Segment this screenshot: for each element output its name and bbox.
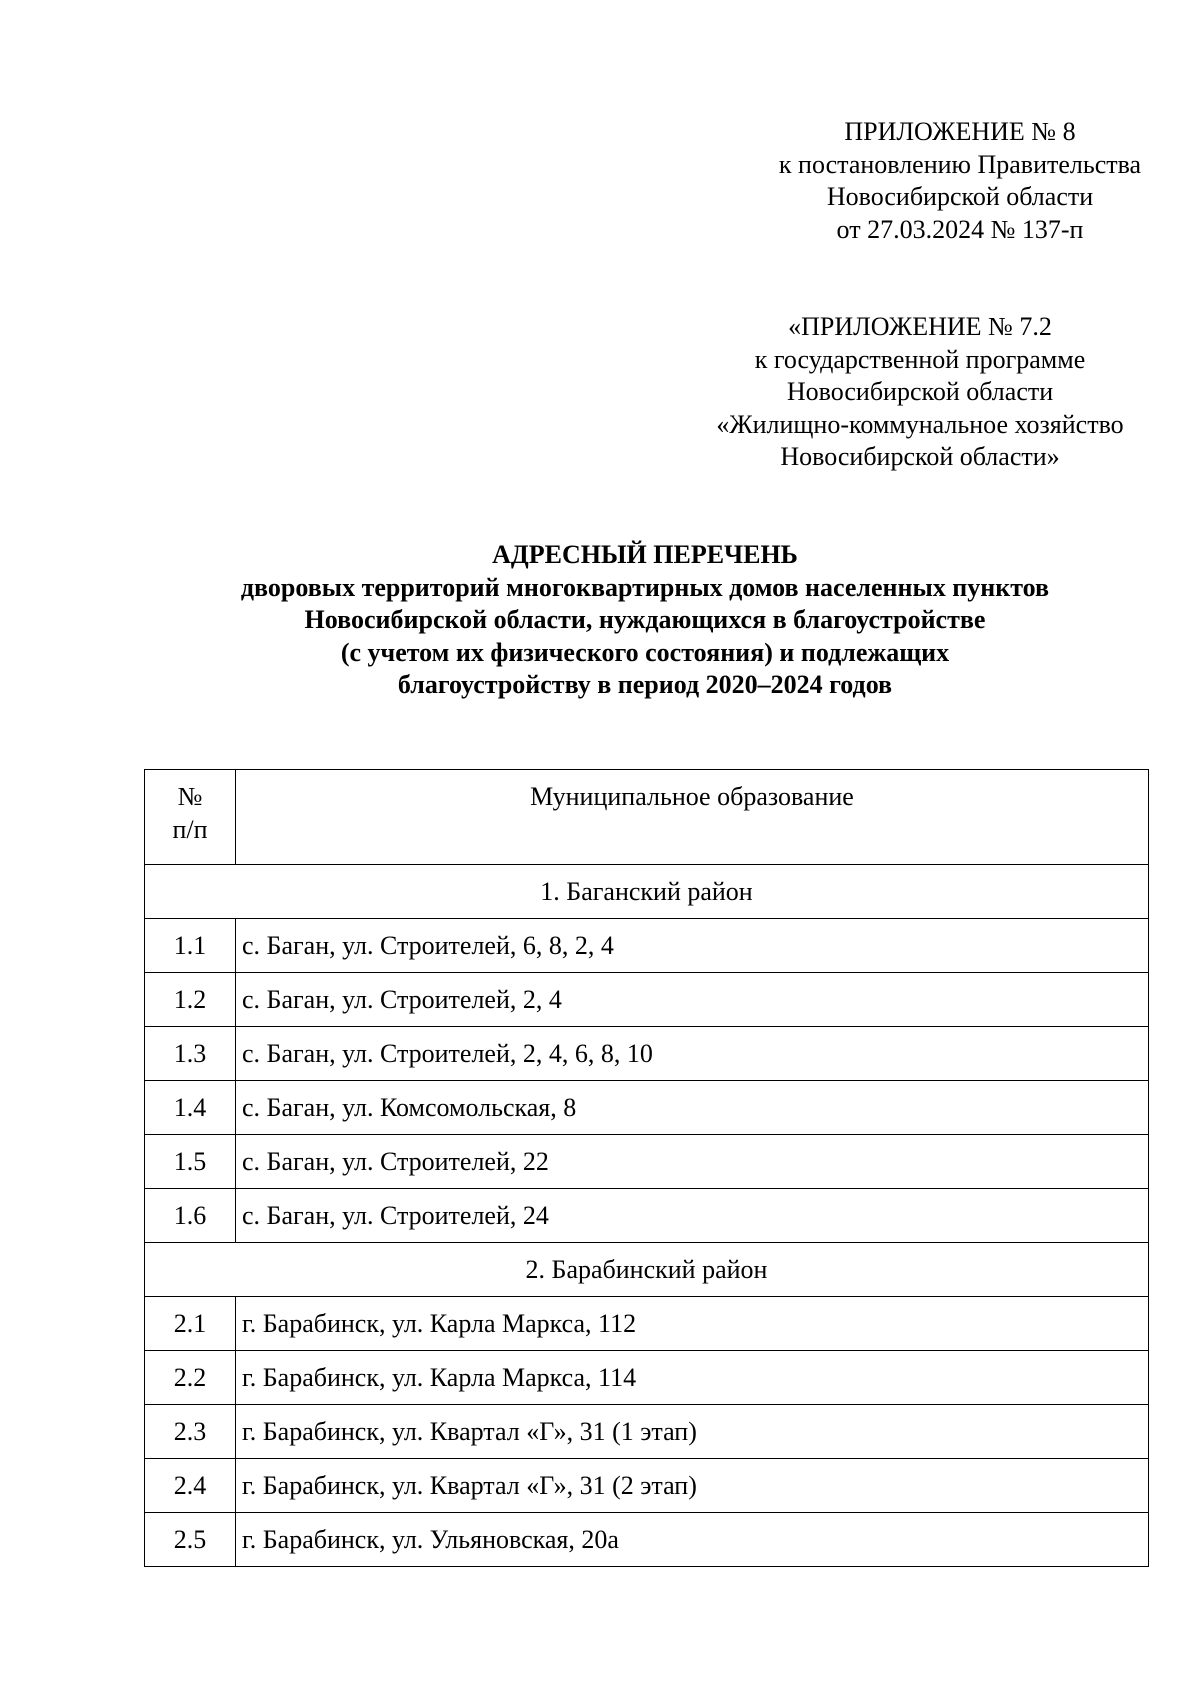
appendix-8-header bbox=[720, 116, 1200, 246]
document-title-line: благоустройству в период 2020–2024 годов bbox=[397, 670, 893, 699]
table-row bbox=[145, 1189, 1149, 1243]
table-row bbox=[145, 1513, 1149, 1567]
row-address: г. Барабинск, ул. Карла Маркса, 112 bbox=[236, 1297, 1149, 1351]
document-title-line: дворовых территорий многоквартирных домов населенных пунктов bbox=[240, 572, 1050, 602]
row-number: 1.1 bbox=[145, 919, 236, 973]
table-row bbox=[145, 973, 1149, 1027]
table-row bbox=[145, 1027, 1149, 1081]
appendix-7-2-line: к государственной программе bbox=[754, 344, 1086, 374]
row-number: 2.3 bbox=[145, 1405, 236, 1459]
appendix-8-line: к постановлению Правительства bbox=[778, 149, 1142, 179]
appendix-7-2-line: «Жилищно-коммунальное хозяйство bbox=[716, 409, 1124, 439]
row-number: 1.4 bbox=[145, 1081, 236, 1135]
document-title-line: Новосибирской области, нуждающихся в благоустройстве bbox=[304, 605, 986, 634]
appendix-8-line: от 27.03.2024 № 137-п bbox=[836, 214, 1084, 244]
appendix-7-2-header bbox=[660, 311, 1180, 474]
column-header-number-line2: п/п bbox=[172, 815, 208, 844]
table-header-row bbox=[145, 770, 1149, 865]
document-title bbox=[100, 539, 1190, 702]
row-number: 1.5 bbox=[145, 1135, 236, 1189]
table-row bbox=[145, 1405, 1149, 1459]
column-header-municipality: Муниципальное образование bbox=[236, 770, 1149, 865]
section-row bbox=[145, 1243, 1149, 1297]
row-address: с. Баган, ул. Строителей, 2, 4, 6, 8, 10 bbox=[236, 1027, 1149, 1081]
row-address: с. Баган, ул. Строителей, 6, 8, 2, 4 bbox=[236, 919, 1149, 973]
row-number: 1.6 bbox=[145, 1189, 236, 1243]
row-address: с. Баган, ул. Строителей, 2, 4 bbox=[236, 973, 1149, 1027]
row-number: 1.3 bbox=[145, 1027, 236, 1081]
row-address: г. Барабинск, ул. Квартал «Г», 31 (2 этап) bbox=[236, 1459, 1149, 1513]
table-body bbox=[145, 865, 1149, 1567]
section-title: 2. Барабинский район bbox=[145, 1243, 1149, 1297]
row-address: г. Барабинск, ул. Карла Маркса, 114 bbox=[236, 1351, 1149, 1405]
row-address: с. Баган, ул. Строителей, 24 bbox=[236, 1189, 1149, 1243]
row-address: г. Барабинск, ул. Квартал «Г», 31 (1 этап) bbox=[236, 1405, 1149, 1459]
row-number: 2.5 bbox=[145, 1513, 236, 1567]
row-number: 2.2 bbox=[145, 1351, 236, 1405]
table-row bbox=[145, 1135, 1149, 1189]
appendix-7-2-line: «ПРИЛОЖЕНИЕ № 7.2 bbox=[788, 312, 1052, 341]
table-row bbox=[145, 919, 1149, 973]
document-title-line: (с учетом их физического состояния) и подлежащих bbox=[340, 637, 950, 667]
appendix-7-2-line: Новосибирской области bbox=[786, 377, 1054, 406]
row-address: г. Барабинск, ул. Ульяновская, 20а bbox=[236, 1513, 1149, 1567]
row-address: с. Баган, ул. Строителей, 22 bbox=[236, 1135, 1149, 1189]
row-number: 2.4 bbox=[145, 1459, 236, 1513]
section-title: 1. Баганский район bbox=[145, 865, 1149, 919]
table-row bbox=[145, 1351, 1149, 1405]
appendix-7-2-line: Новосибирской области» bbox=[780, 442, 1060, 471]
column-header-number-line1: № bbox=[177, 782, 203, 811]
section-row bbox=[145, 865, 1149, 919]
row-number: 2.1 bbox=[145, 1297, 236, 1351]
appendix-8-line: Новосибирской области bbox=[826, 182, 1094, 211]
appendix-8-line: ПРИЛОЖЕНИЕ № 8 bbox=[844, 117, 1076, 146]
table-row bbox=[145, 1081, 1149, 1135]
table-row bbox=[145, 1459, 1149, 1513]
address-table bbox=[144, 769, 1149, 1567]
document-title-line: АДРЕСНЫЙ ПЕРЕЧЕНЬ bbox=[492, 540, 798, 569]
row-address: с. Баган, ул. Комсомольская, 8 bbox=[236, 1081, 1149, 1135]
column-header-number bbox=[145, 770, 236, 865]
row-number: 1.2 bbox=[145, 973, 236, 1027]
table-row bbox=[145, 1297, 1149, 1351]
